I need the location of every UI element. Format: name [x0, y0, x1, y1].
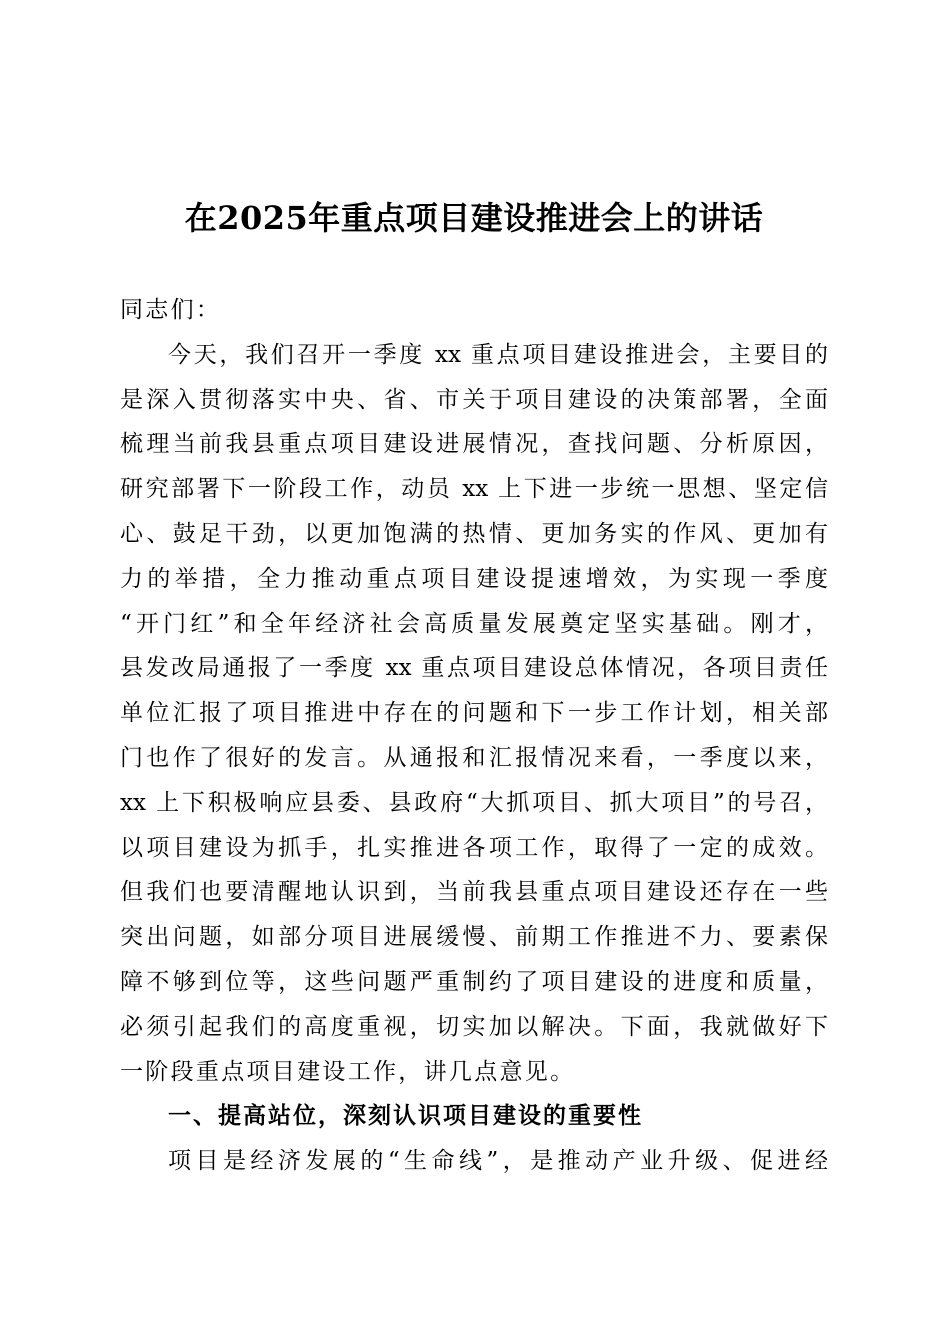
paragraph-line: 突出问题，如部分项目进展缓慢、前期工作推进不力、要素保 [120, 924, 828, 951]
section-heading: 一、提高站位，深刻认识项目建设的重要性 [168, 1103, 643, 1130]
paragraph-line: 力的举措，全力推动重点项目建设提速增效，为实现一季度 [120, 565, 828, 592]
paragraph-line: 门也作了很好的发言。从通报和汇报情况来看，一季度以来， [120, 744, 828, 771]
document-body [120, 288, 828, 1184]
paragraph-line: 单位汇报了项目推进中存在的问题和下一步工作计划，相关部 [120, 700, 828, 727]
paragraph-line: 心、鼓足干劲，以更加饱满的热情、更加务实的作风、更加有 [120, 520, 828, 547]
paragraph-line: 项目是经济发展的“生命线”，是推动产业升级、促进经 [168, 1148, 828, 1175]
paragraph-line: 障不够到位等，这些问题严重制约了项目建设的进度和质量， [120, 968, 828, 995]
paragraph-line: 必须引起我们的高度重视，切实加以解决。下面，我就做好下 [120, 1013, 828, 1040]
paragraph-line: 研究部署下一阶段工作，动员 xx 上下进一步统一思想、坚定信 [120, 476, 828, 503]
paragraph-line: 今天，我们召开一季度 xx 重点项目建设推进会，主要目的 [168, 341, 828, 368]
document-title: 在2025年重点项目建设推进会上的讲话 [184, 199, 764, 237]
paragraph-line-last: 一阶段重点项目建设工作，讲几点意见。 [120, 1058, 576, 1085]
paragraph-line: “开门红”和全年经济社会高质量发展奠定坚实基础。刚才， [120, 610, 828, 637]
paragraph-line: 但我们也要清醒地认识到，当前我县重点项目建设还存在一些 [120, 879, 828, 906]
salutation: 同志们： [120, 297, 222, 323]
paragraph-line: xx 上下积极响应县委、县政府“大抓项目、抓大项目”的号召， [120, 789, 828, 816]
paragraph-line: 是深入贯彻落实中央、省、市关于项目建设的决策部署，全面 [120, 386, 828, 413]
paragraph-line: 梳理当前我县重点项目建设进展情况，查找问题、分析原因， [120, 431, 828, 458]
paragraph-line: 以项目建设为抓手，扎实推进各项工作，取得了一定的成效。 [120, 834, 828, 861]
paragraph-line: 县发改局通报了一季度 xx 重点项目建设总体情况，各项目责任 [120, 655, 828, 682]
